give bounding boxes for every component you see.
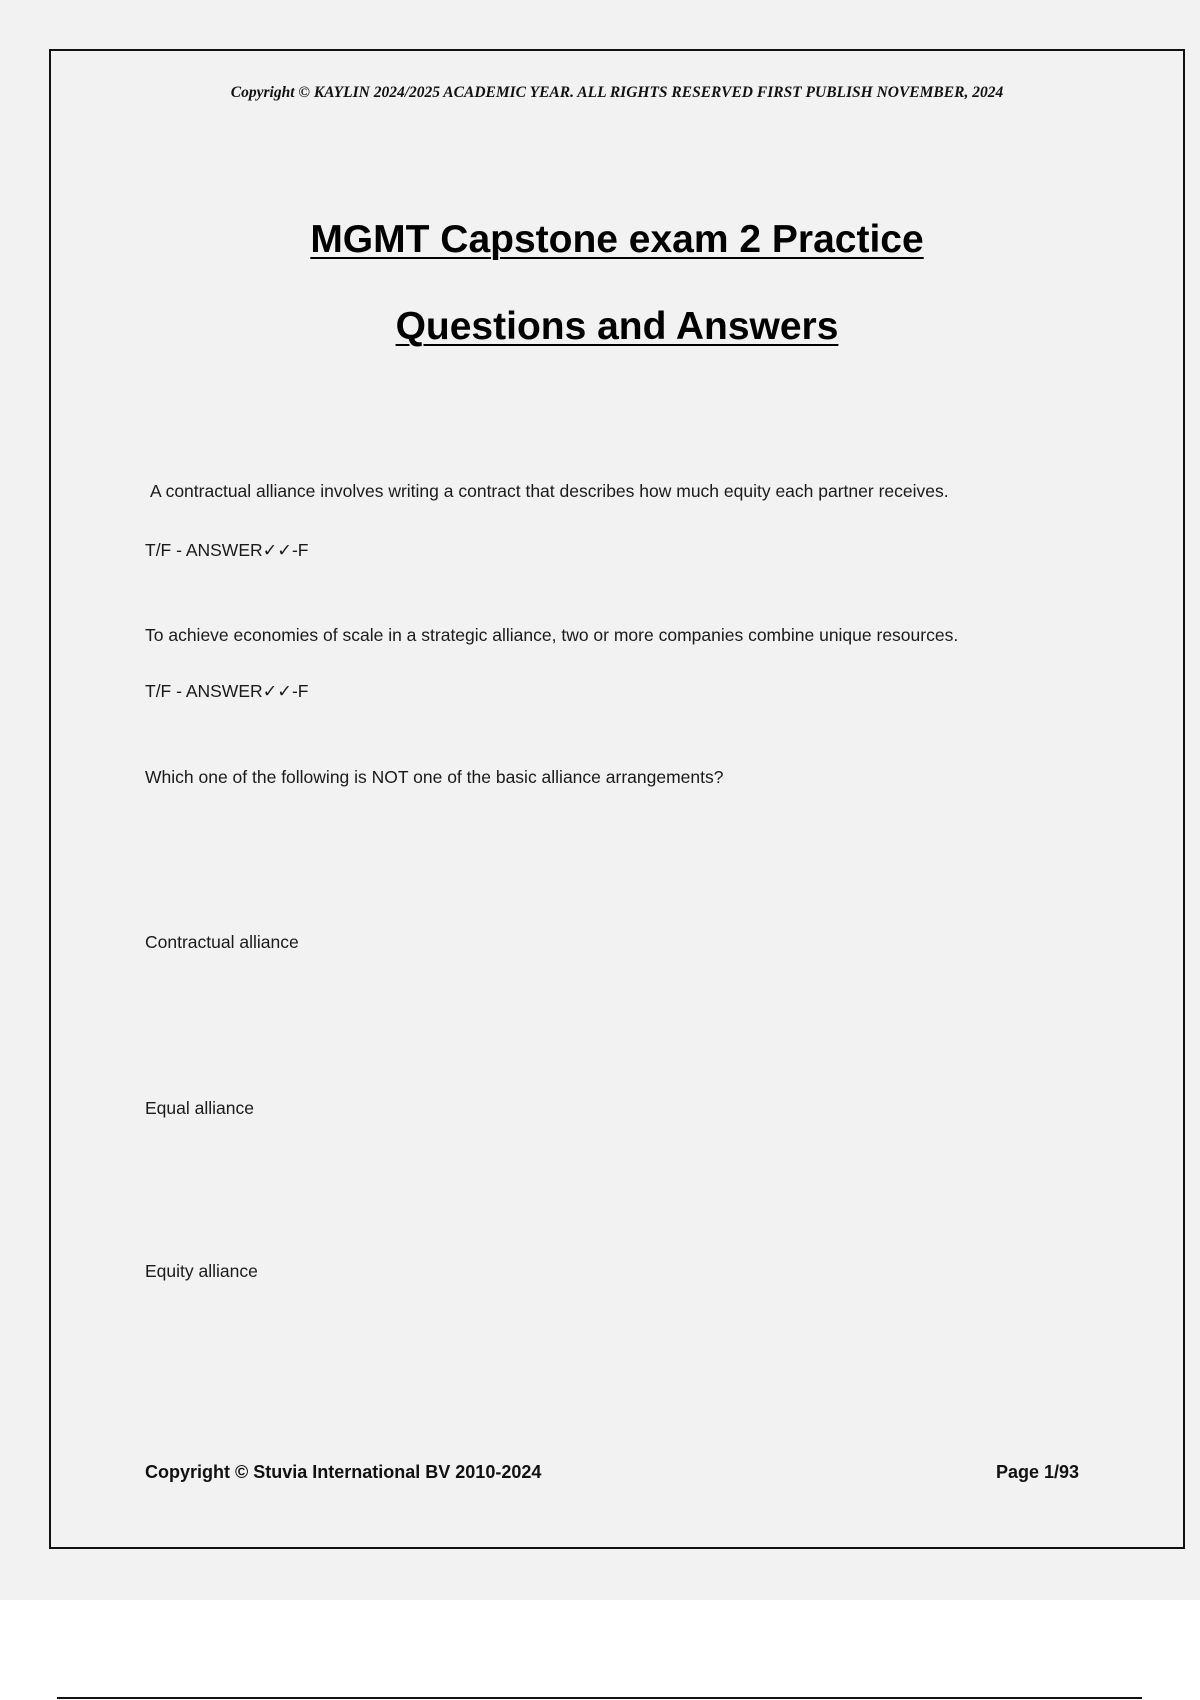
document-title-line-2	[0, 305, 1200, 349]
question-1-answer: T/F - ANSWER✓✓-F	[145, 540, 309, 560]
document-title-line-1	[0, 218, 1200, 262]
document-title-line-1-text: MGMT Capstone exam 2 Practice	[310, 218, 924, 261]
question-3-option-2: Equal alliance	[145, 1098, 254, 1118]
question-3-option-3: Equity alliance	[145, 1261, 258, 1281]
question-3-text: Which one of the following is NOT one of the basic alliance arrangements?	[145, 767, 724, 787]
question-3-option-1: Contractual alliance	[145, 932, 299, 952]
bottom-divider	[57, 1697, 1142, 1699]
question-1-text: A contractual alliance involves writing a contract that describes how much equity each partner receives.	[150, 481, 949, 501]
header-copyright: Copyright © KAYLIN 2024/2025 ACADEMIC YEAR. ALL RIGHTS RESERVED FIRST PUBLISH NOVEMBER, 2024	[230, 84, 1004, 101]
question-2-answer: T/F - ANSWER✓✓-F	[145, 681, 309, 701]
page-border	[49, 49, 1185, 1549]
document-title-line-2-text: Questions and Answers	[395, 305, 839, 348]
footer-page-number: Page 1/93	[996, 1462, 1080, 1482]
footer-copyright: Copyright © Stuvia International BV 2010-2024	[145, 1462, 542, 1482]
question-2-text: To achieve economies of scale in a strategic alliance, two or more companies combine unique resources.	[145, 625, 959, 645]
